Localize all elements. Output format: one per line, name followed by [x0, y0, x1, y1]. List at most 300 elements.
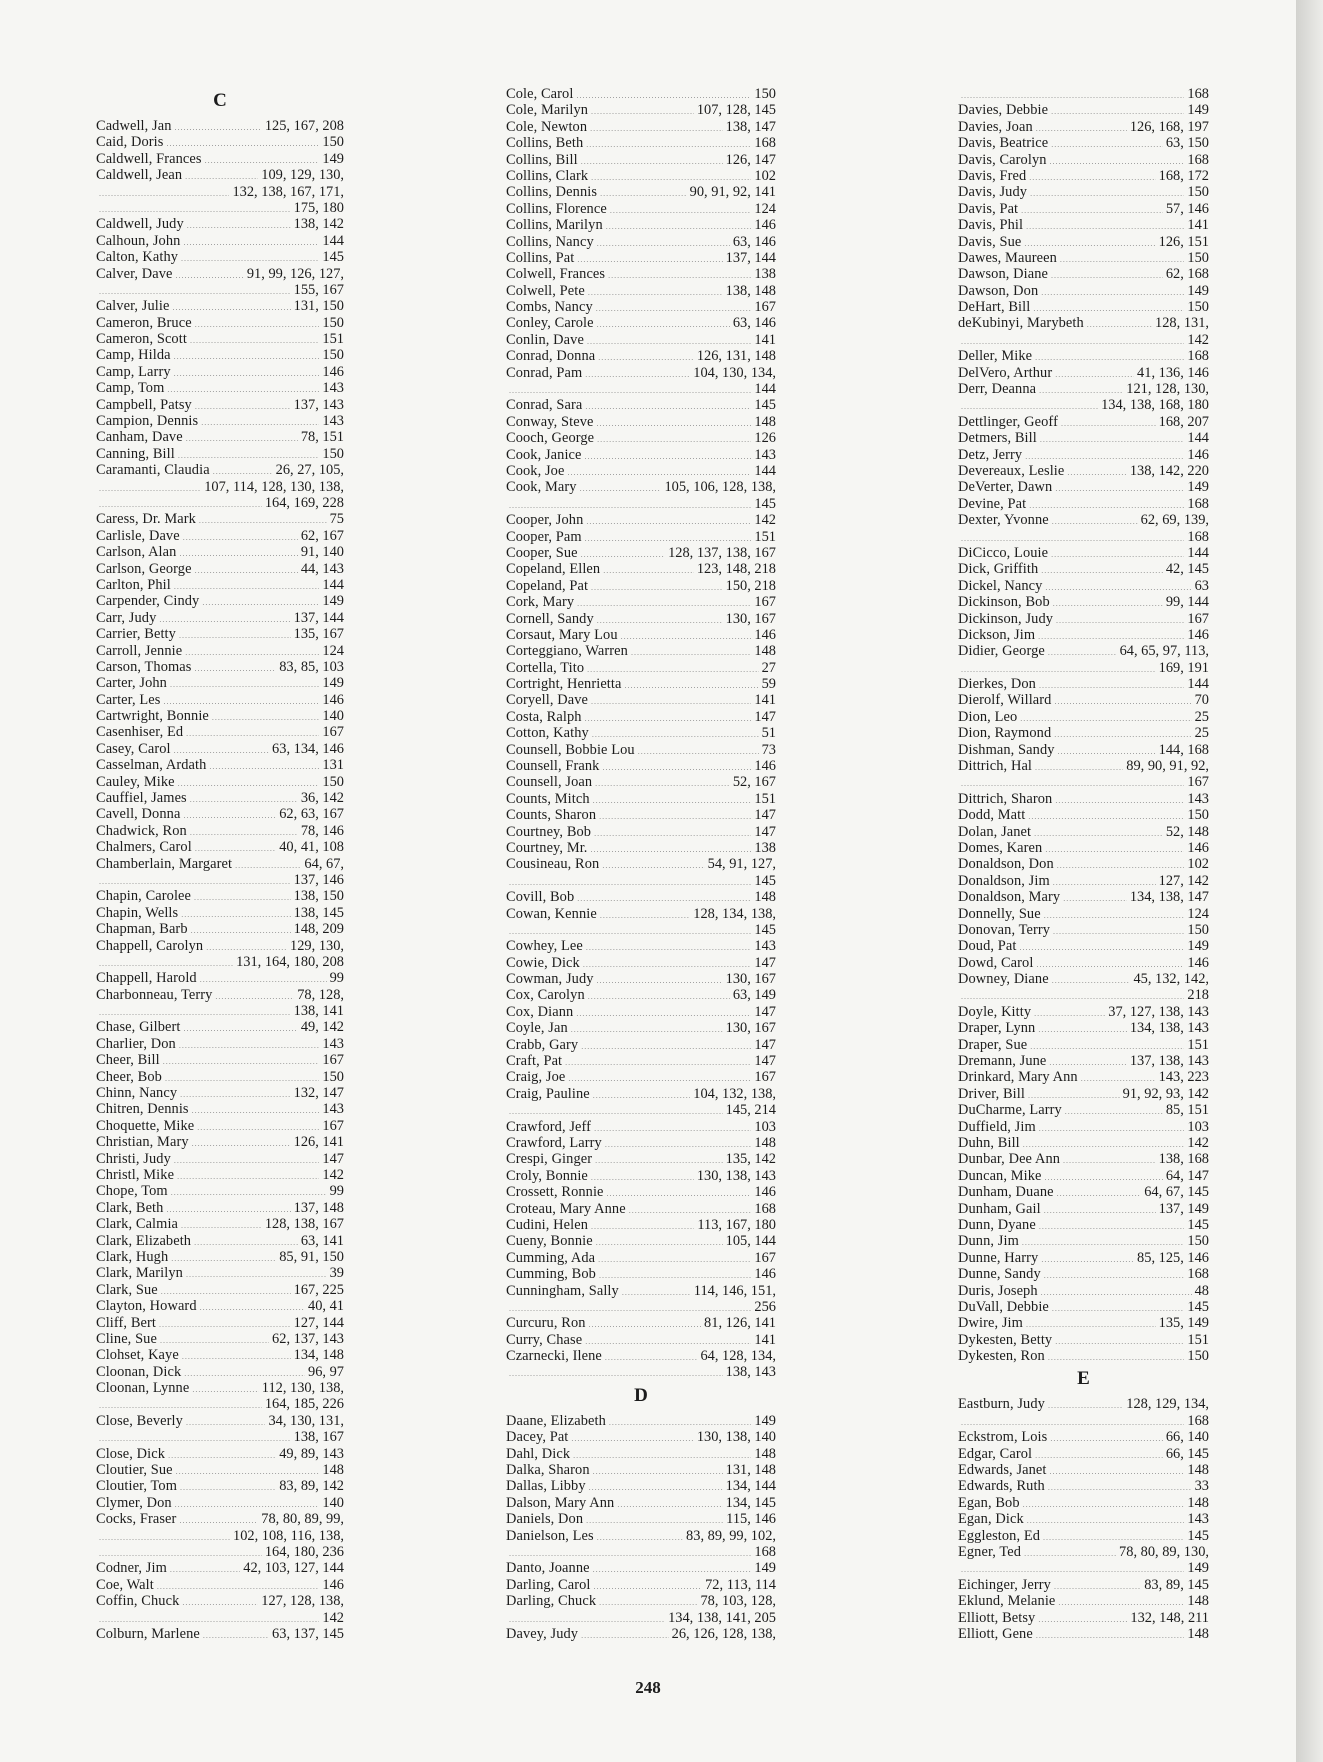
entry-name: Eastburn, Judy: [958, 1396, 1045, 1413]
entry-name: Davis, Pat: [958, 200, 1019, 217]
entry-pages: 85, 91, 150: [279, 1248, 344, 1265]
entry-name: Egan, Bob: [958, 1494, 1020, 1511]
entry-name: Dickel, Nancy: [958, 577, 1043, 594]
page-edge: [1296, 0, 1323, 1762]
entry-name: Conrad, Pam: [506, 364, 583, 381]
index-entry: [506, 840, 776, 856]
entry-name: Calver, Dave: [96, 265, 173, 282]
index-entry: [958, 512, 1209, 528]
entry-pages: 73: [761, 741, 776, 758]
dot-leader: [603, 563, 694, 579]
dot-leader: [1054, 694, 1191, 710]
entry-name: DiCicco, Louie: [958, 544, 1049, 561]
entry-pages: 137, 144: [725, 249, 776, 266]
entry-name: Doyle, Kitty: [958, 1003, 1032, 1020]
entry-name: DuVall, Debbie: [958, 1298, 1049, 1315]
entry-pages: 168: [1187, 151, 1209, 168]
dot-leader: [1041, 285, 1184, 301]
dot-leader: [1035, 1448, 1163, 1464]
dot-leader: [509, 1366, 723, 1382]
entry-name: Clark, Calmia: [96, 1216, 179, 1233]
entry-pages: 134, 145: [725, 1494, 776, 1511]
index-entry: [506, 397, 776, 413]
entry-name: Clayton, Howard: [96, 1298, 197, 1315]
index-entry: [958, 1577, 1209, 1593]
entry-pages: 34, 130, 131,: [268, 1412, 344, 1429]
entry-name: Coe, Walt: [96, 1576, 154, 1593]
entry-name: Davies, Joan: [958, 118, 1033, 135]
index-entry: [958, 1626, 1209, 1642]
entry-name: Crossett, Ronnie: [506, 1184, 604, 1201]
entry-name: Dickinson, Bob: [958, 594, 1050, 611]
entry-name: Carr, Judy: [96, 609, 157, 626]
dot-leader: [159, 612, 290, 628]
index-entry: [506, 119, 776, 135]
index-entry: [506, 201, 776, 217]
entry-name: Colwell, Pete: [506, 282, 585, 299]
entry-name: Counts, Mitch: [506, 790, 590, 807]
entry-name: Dodd, Matt: [958, 807, 1026, 824]
dot-leader: [1055, 1334, 1184, 1350]
entry-name: Cloonan, Lynne: [96, 1380, 190, 1397]
entry-name: Carlson, Alan: [96, 544, 177, 561]
entry-pages: 105, 144: [725, 1233, 776, 1250]
dot-leader: [617, 1497, 722, 1513]
entry-pages: 64, 128, 134,: [700, 1348, 776, 1365]
entry-pages: 131, 150: [293, 298, 344, 315]
entry-name: Clark, Beth: [96, 1199, 164, 1216]
entry-name: Dowd, Carol: [958, 954, 1034, 971]
index-entry: [958, 856, 1209, 872]
dot-leader: [187, 218, 291, 234]
entry-pages: 78, 80, 89, 130,: [1119, 1543, 1209, 1560]
entry-name: Dunham, Gail: [958, 1200, 1041, 1217]
entry-pages: 143: [1187, 1511, 1209, 1528]
entry-name: Cook, Joe: [506, 462, 565, 479]
index-entry: [96, 921, 344, 937]
index-entry-continuation: [96, 1003, 344, 1019]
entry-pages: 123, 148, 218: [696, 561, 776, 578]
index-entry: [958, 709, 1209, 725]
entry-pages: 62, 168: [1165, 266, 1209, 283]
index-entry: [506, 1577, 776, 1593]
index-entry: [96, 1347, 344, 1363]
index-entry: [506, 1429, 776, 1445]
entry-name: Close, Dick: [96, 1445, 166, 1462]
index-entry: [506, 299, 776, 315]
entry-name: Carrier, Betty: [96, 626, 176, 643]
entry-name: Caramanti, Claudia: [96, 462, 210, 479]
index-entry: [958, 922, 1209, 938]
entry-pages: 167: [754, 594, 776, 611]
entry-pages: 138, 150: [293, 888, 344, 905]
entry-pages: 113, 167, 180: [697, 1216, 776, 1233]
index-entry: [96, 462, 344, 478]
index-entry: [96, 315, 344, 331]
dot-leader: [175, 120, 262, 136]
index-entry: [506, 430, 776, 446]
entry-pages: 39: [329, 1265, 344, 1282]
dot-leader: [99, 481, 201, 497]
entry-name: Canham, Dave: [96, 429, 183, 446]
index-entry: [958, 217, 1209, 233]
index-entry: [96, 1413, 344, 1429]
index-entry: [96, 1511, 344, 1527]
entry-name: Davis, Carolyn: [958, 151, 1047, 168]
entry-name: Carlisle, Dave: [96, 527, 180, 544]
index-entry: [958, 611, 1209, 627]
dot-leader: [1041, 1252, 1134, 1268]
dot-leader: [622, 1285, 691, 1301]
index-entry: [958, 889, 1209, 905]
entry-pages: 144: [1187, 430, 1209, 447]
entry-name: Chappell, Carolyn: [96, 937, 204, 954]
entry-name: Casey, Carol: [96, 740, 171, 757]
dot-leader: [186, 431, 298, 447]
dot-leader: [571, 1431, 693, 1447]
index-entry: [96, 692, 344, 708]
dot-leader: [1054, 1579, 1141, 1595]
index-entry: [958, 234, 1209, 250]
dot-leader: [597, 432, 751, 448]
entry-pages: 138, 168: [1158, 1151, 1209, 1168]
entry-name: Christian, Mary: [96, 1134, 189, 1151]
entry-pages: 70: [1194, 692, 1209, 709]
entry-pages: 146: [1187, 954, 1209, 971]
index-entry: [96, 1085, 344, 1101]
entry-pages: 128, 129, 134,: [1126, 1396, 1209, 1413]
entry-name: Copeland, Ellen: [506, 561, 601, 578]
entry-name: Codner, Jim: [96, 1560, 167, 1577]
entry-name: Davis, Fred: [958, 167, 1027, 184]
index-entry: [506, 463, 776, 479]
entry-name: Dawes, Maureen: [958, 249, 1057, 266]
dot-leader: [174, 1153, 320, 1169]
entry-pages: 63: [1194, 577, 1209, 594]
index-entry: [506, 1495, 776, 1511]
dot-leader: [588, 285, 723, 301]
entry-name: Chinn, Nancy: [96, 1085, 178, 1102]
dot-leader: [621, 629, 752, 645]
entry-name: Cadwell, Jan: [96, 118, 172, 134]
entry-pages: 48: [1194, 1282, 1209, 1299]
entry-pages: 143: [322, 380, 344, 397]
dot-leader: [1021, 203, 1163, 219]
entry-pages: 164, 180, 236: [264, 1543, 344, 1560]
index-entry: [96, 741, 344, 757]
entry-name: Chapman, Barb: [96, 921, 188, 938]
entry-name: Cooper, John: [506, 512, 584, 529]
index-entry: [96, 1478, 344, 1494]
entry-pages: 148: [1187, 1494, 1209, 1511]
entry-pages: 103: [1187, 1118, 1209, 1135]
entry-pages: 49, 142: [300, 1019, 344, 1036]
index-entry: [958, 1020, 1209, 1036]
dot-leader: [1023, 1497, 1185, 1513]
index-entry: [506, 742, 776, 758]
entry-name: Davis, Sue: [958, 233, 1022, 250]
entry-name: Conlin, Dave: [506, 331, 584, 348]
index-entry: [96, 380, 344, 396]
index-entry: [96, 1331, 344, 1347]
index-entry: [506, 315, 776, 331]
index-entry: [96, 1036, 344, 1052]
entry-name: Coffin, Chuck: [96, 1593, 180, 1610]
entry-name: Cotton, Kathy: [506, 725, 589, 742]
index-entry: [96, 724, 344, 740]
entry-pages: 148: [1187, 1625, 1209, 1642]
index-entry: [958, 496, 1209, 512]
index-entry: [96, 151, 344, 167]
dot-leader: [596, 301, 752, 317]
entry-name: Corsaut, Mary Lou: [506, 626, 618, 643]
index-entry: [958, 1544, 1209, 1560]
index-entry-continuation: [96, 184, 344, 200]
entry-name: Dunne, Harry: [958, 1249, 1039, 1266]
entry-name: Cameron, Bruce: [96, 314, 192, 331]
entry-pages: 151: [1187, 1331, 1209, 1348]
dot-leader: [1019, 940, 1184, 956]
index-entry: [96, 1167, 344, 1183]
index-entry: [958, 1266, 1209, 1282]
index-entry: [96, 675, 344, 691]
entry-pages: 78, 128,: [297, 986, 344, 1003]
index-entry: [958, 463, 1209, 479]
dot-leader: [597, 1530, 683, 1546]
entry-pages: 148: [754, 643, 776, 660]
entry-name: Domes, Karen: [958, 839, 1043, 856]
index-entry-continuation: [958, 1560, 1209, 1576]
entry-pages: 115, 146: [726, 1511, 776, 1528]
entry-name: Edwards, Ruth: [958, 1478, 1045, 1495]
index-entry: [506, 1332, 776, 1348]
entry-pages: 62, 137, 143: [272, 1330, 344, 1347]
entry-pages: 54, 91, 127,: [707, 856, 776, 873]
entry-name: Draper, Sue: [958, 1036, 1028, 1053]
entry-name: Crabb, Gary: [506, 1036, 579, 1053]
entry-name: Covill, Bob: [506, 889, 575, 906]
index-entry: [506, 1266, 776, 1282]
entry-name: Cheer, Bob: [96, 1068, 162, 1085]
entry-pages: 168: [1187, 348, 1209, 365]
entry-name: Dawson, Diane: [958, 266, 1049, 283]
entry-name: Chitren, Dennis: [96, 1101, 189, 1118]
entry-name: Cumming, Ada: [506, 1249, 596, 1266]
entry-pages: 125, 167, 208: [264, 118, 344, 134]
entry-name: Devereaux, Leslie: [958, 462, 1065, 479]
entry-name: Crespi, Ginger: [506, 1151, 593, 1168]
entry-pages: 168: [1187, 1412, 1209, 1429]
dot-leader: [192, 1382, 258, 1398]
entry-pages: 114, 146, 151,: [693, 1282, 776, 1299]
entry-pages: 147: [754, 1036, 776, 1053]
dot-leader: [1063, 1153, 1156, 1169]
entry-pages: 63, 141: [300, 1232, 344, 1249]
index-column-1: [96, 86, 344, 1642]
entry-name: Cooper, Pam: [506, 528, 582, 545]
index-entry: [506, 955, 776, 971]
entry-name: Didier, George: [958, 643, 1045, 660]
entry-name: Corteggiano, Warren: [506, 643, 628, 660]
index-entry: [506, 561, 776, 577]
index-entry: [958, 1396, 1209, 1412]
dot-leader: [180, 1480, 276, 1496]
dot-leader: [194, 890, 291, 906]
index-entry: [96, 397, 344, 413]
entry-name: Duris, Joseph: [958, 1282, 1038, 1299]
index-entry: [506, 938, 776, 954]
dot-leader: [585, 367, 690, 383]
entry-name: Crawford, Larry: [506, 1135, 602, 1151]
entry-name: Donovan, Terry: [958, 921, 1051, 938]
entry-pages: 138, 147: [725, 118, 776, 135]
index-entry-continuation: [958, 987, 1209, 1003]
entry-pages: 141: [1187, 217, 1209, 234]
entry-name: Dunne, Sandy: [958, 1266, 1041, 1283]
index-entry-continuation: [958, 660, 1209, 676]
index-entry-continuation: [958, 397, 1209, 413]
entry-name: Carpender, Cindy: [96, 593, 200, 610]
index-entry: [506, 234, 776, 250]
entry-name: Combs, Nancy: [506, 299, 593, 316]
entry-name: Duncan, Mike: [958, 1167, 1042, 1184]
dot-leader: [177, 1169, 319, 1185]
entry-pages: 137, 144: [293, 609, 344, 626]
index-entry: [958, 1528, 1209, 1544]
entry-name: Chamberlain, Margaret: [96, 855, 233, 872]
index-entry: [506, 1168, 776, 1184]
entry-name: Dwire, Jim: [958, 1315, 1023, 1332]
dot-leader: [168, 1448, 276, 1464]
entry-pages: 63, 137, 145: [272, 1625, 344, 1642]
dot-leader: [1035, 760, 1123, 776]
entry-pages: 78, 103, 128,: [700, 1593, 776, 1610]
entry-name: Camp, Tom: [96, 380, 165, 397]
index-entry-continuation: [506, 496, 776, 512]
dot-leader: [200, 1300, 305, 1316]
entry-pages: 144: [1187, 676, 1209, 693]
index-entry: [506, 283, 776, 299]
entry-pages: 167: [754, 299, 776, 316]
index-entry: [96, 1052, 344, 1068]
entry-pages: 51: [761, 725, 776, 742]
entry-name: Courtney, Bob: [506, 823, 592, 840]
entry-pages: 130, 167: [725, 971, 776, 988]
entry-pages: 149: [322, 593, 344, 610]
entry-name: Caid, Doris: [96, 134, 164, 151]
index-entry-continuation: [96, 1429, 344, 1445]
entry-name: Danielson, Les: [506, 1527, 594, 1544]
index-entry: [506, 856, 776, 872]
entry-name: Colwell, Frances: [506, 266, 606, 283]
entry-name: Dittrich, Hal: [958, 758, 1033, 775]
entry-name: Dalson, Mary Ann: [506, 1494, 615, 1511]
entry-name: Chapin, Wells: [96, 904, 179, 921]
dot-leader: [182, 1349, 291, 1365]
entry-name: Donaldson, Jim: [958, 872, 1050, 889]
index-entry: [506, 414, 776, 430]
entry-name: DeVerter, Dawn: [958, 479, 1053, 496]
index-entry: [96, 577, 344, 593]
entry-pages: 151: [1187, 1036, 1209, 1053]
entry-name: Cloutier, Tom: [96, 1478, 177, 1495]
entry-name: Dunham, Duane: [958, 1184, 1054, 1201]
index-entry: [96, 233, 344, 249]
entry-name: Daniels, Don: [506, 1511, 584, 1528]
entry-pages: 168, 207: [1158, 413, 1209, 430]
index-entry: [506, 709, 776, 725]
entry-name: Counsell, Bobbie Lou: [506, 741, 635, 758]
entry-pages: 150, 218: [725, 577, 776, 594]
index-entry-continuation: [958, 529, 1209, 545]
entry-pages: 127, 128, 138,: [261, 1593, 344, 1610]
dot-leader: [174, 366, 320, 382]
entry-pages: 134, 138, 143: [1129, 1020, 1209, 1037]
entry-pages: 36, 142: [300, 790, 344, 807]
index-entry: [958, 906, 1209, 922]
entry-name: Elliott, Betsy: [958, 1609, 1036, 1626]
entry-pages: 112, 130, 138,: [261, 1380, 344, 1397]
entry-name: Dykesten, Betty: [958, 1331, 1053, 1348]
entry-pages: 150: [1187, 184, 1209, 201]
entry-pages: 138, 142: [293, 216, 344, 233]
dot-leader: [598, 1252, 751, 1268]
entry-pages: 148: [754, 1135, 776, 1151]
index-entry: [958, 873, 1209, 889]
entry-pages: 168: [754, 1543, 776, 1560]
index-entry: [96, 593, 344, 609]
entry-name: Egner, Ted: [958, 1543, 1022, 1560]
index-entry: [506, 1086, 776, 1102]
dot-leader: [599, 809, 751, 825]
entry-pages: 147: [322, 1150, 344, 1167]
dot-leader: [179, 546, 297, 562]
entry-pages: 64, 65, 97, 113,: [1119, 643, 1209, 660]
entry-pages: 99: [329, 970, 344, 987]
entry-name: Detmers, Bill: [958, 430, 1037, 447]
dot-leader: [1051, 268, 1163, 284]
index-entry: [506, 643, 776, 659]
entry-pages: 102: [754, 167, 776, 184]
index-entry: [506, 1201, 776, 1217]
index-entry: [96, 347, 344, 363]
entry-name: Cowan, Kennie: [506, 905, 597, 922]
entry-pages: 40, 41: [308, 1298, 344, 1315]
index-entry: [96, 528, 344, 544]
dot-leader: [99, 1530, 230, 1546]
dot-leader: [209, 759, 319, 775]
entry-pages: 144: [754, 462, 776, 479]
entry-pages: 149: [1187, 938, 1209, 955]
entry-name: Close, Beverly: [96, 1412, 183, 1429]
dot-leader: [1056, 613, 1184, 629]
dot-leader: [190, 333, 319, 349]
entry-pages: 137, 146: [293, 871, 344, 888]
index-entry: [96, 659, 344, 675]
entry-pages: 142: [1187, 331, 1209, 348]
index-entry: [958, 365, 1209, 381]
entry-pages: 135, 142: [725, 1151, 776, 1168]
dot-leader: [194, 661, 276, 677]
entry-pages: 83, 89, 142: [279, 1478, 344, 1495]
entry-name: Calhoun, John: [96, 232, 181, 249]
entry-pages: 130, 138, 143: [696, 1167, 776, 1184]
entry-pages: 138: [754, 839, 776, 856]
entry-name: Caldwell, Jean: [96, 167, 183, 184]
dot-leader: [1034, 1006, 1105, 1022]
dot-leader: [597, 317, 730, 333]
dot-leader: [1050, 1464, 1185, 1480]
